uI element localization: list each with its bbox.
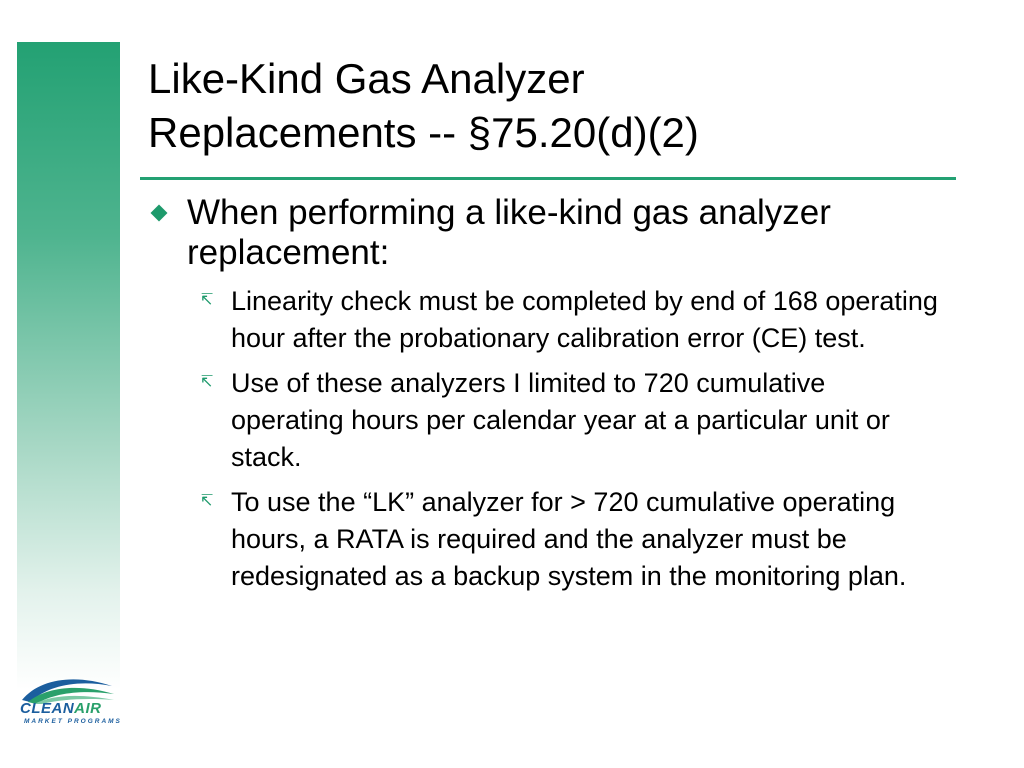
sub-bullet-text: Linearity check must be completed by end of 168 operating hour after the probationary calibration error (CE) test.	[231, 286, 938, 353]
title-divider	[140, 177, 956, 180]
sub-bullet-text: Use of these analyzers I limited to 720 cumulative operating hours per calendar year at a particular unit or stack.	[231, 368, 890, 472]
slide-title-line-2: Replacements -- §75.20(d)(2)	[148, 109, 699, 156]
sub-bullet-item	[148, 283, 938, 357]
sub-bullet-text: To use the “LK” analyzer for > 720 cumulative operating hours, a RATA is required and the analyzer must be redesignated as a backup system in the monitoring plan.	[231, 487, 907, 591]
arrow-bullet-icon: ↸	[200, 491, 214, 510]
clean-air-logo	[18, 672, 122, 728]
bullet-text: When performing a like-kind gas analyzer replacement:	[187, 193, 831, 272]
logo-word-clean: CLEAN	[20, 700, 75, 717]
sub-bullet-item	[148, 365, 938, 476]
bullet-item	[148, 193, 938, 273]
slide-title-line-1: Like-Kind Gas Analyzer	[148, 55, 585, 102]
arrow-bullet-icon: ↸	[200, 372, 214, 391]
diamond-bullet-icon	[151, 205, 168, 222]
slide-title	[148, 52, 699, 160]
logo-tagline: MARKET PROGRAMS	[24, 718, 122, 725]
logo-word-air: AIR	[74, 700, 102, 717]
sub-bullet-list	[148, 283, 938, 595]
arrow-bullet-icon: ↸	[200, 290, 214, 309]
sub-bullet-item	[148, 484, 938, 595]
side-gradient-bar	[17, 42, 120, 690]
logo-wordmark	[20, 700, 102, 717]
slide-body	[148, 193, 938, 603]
